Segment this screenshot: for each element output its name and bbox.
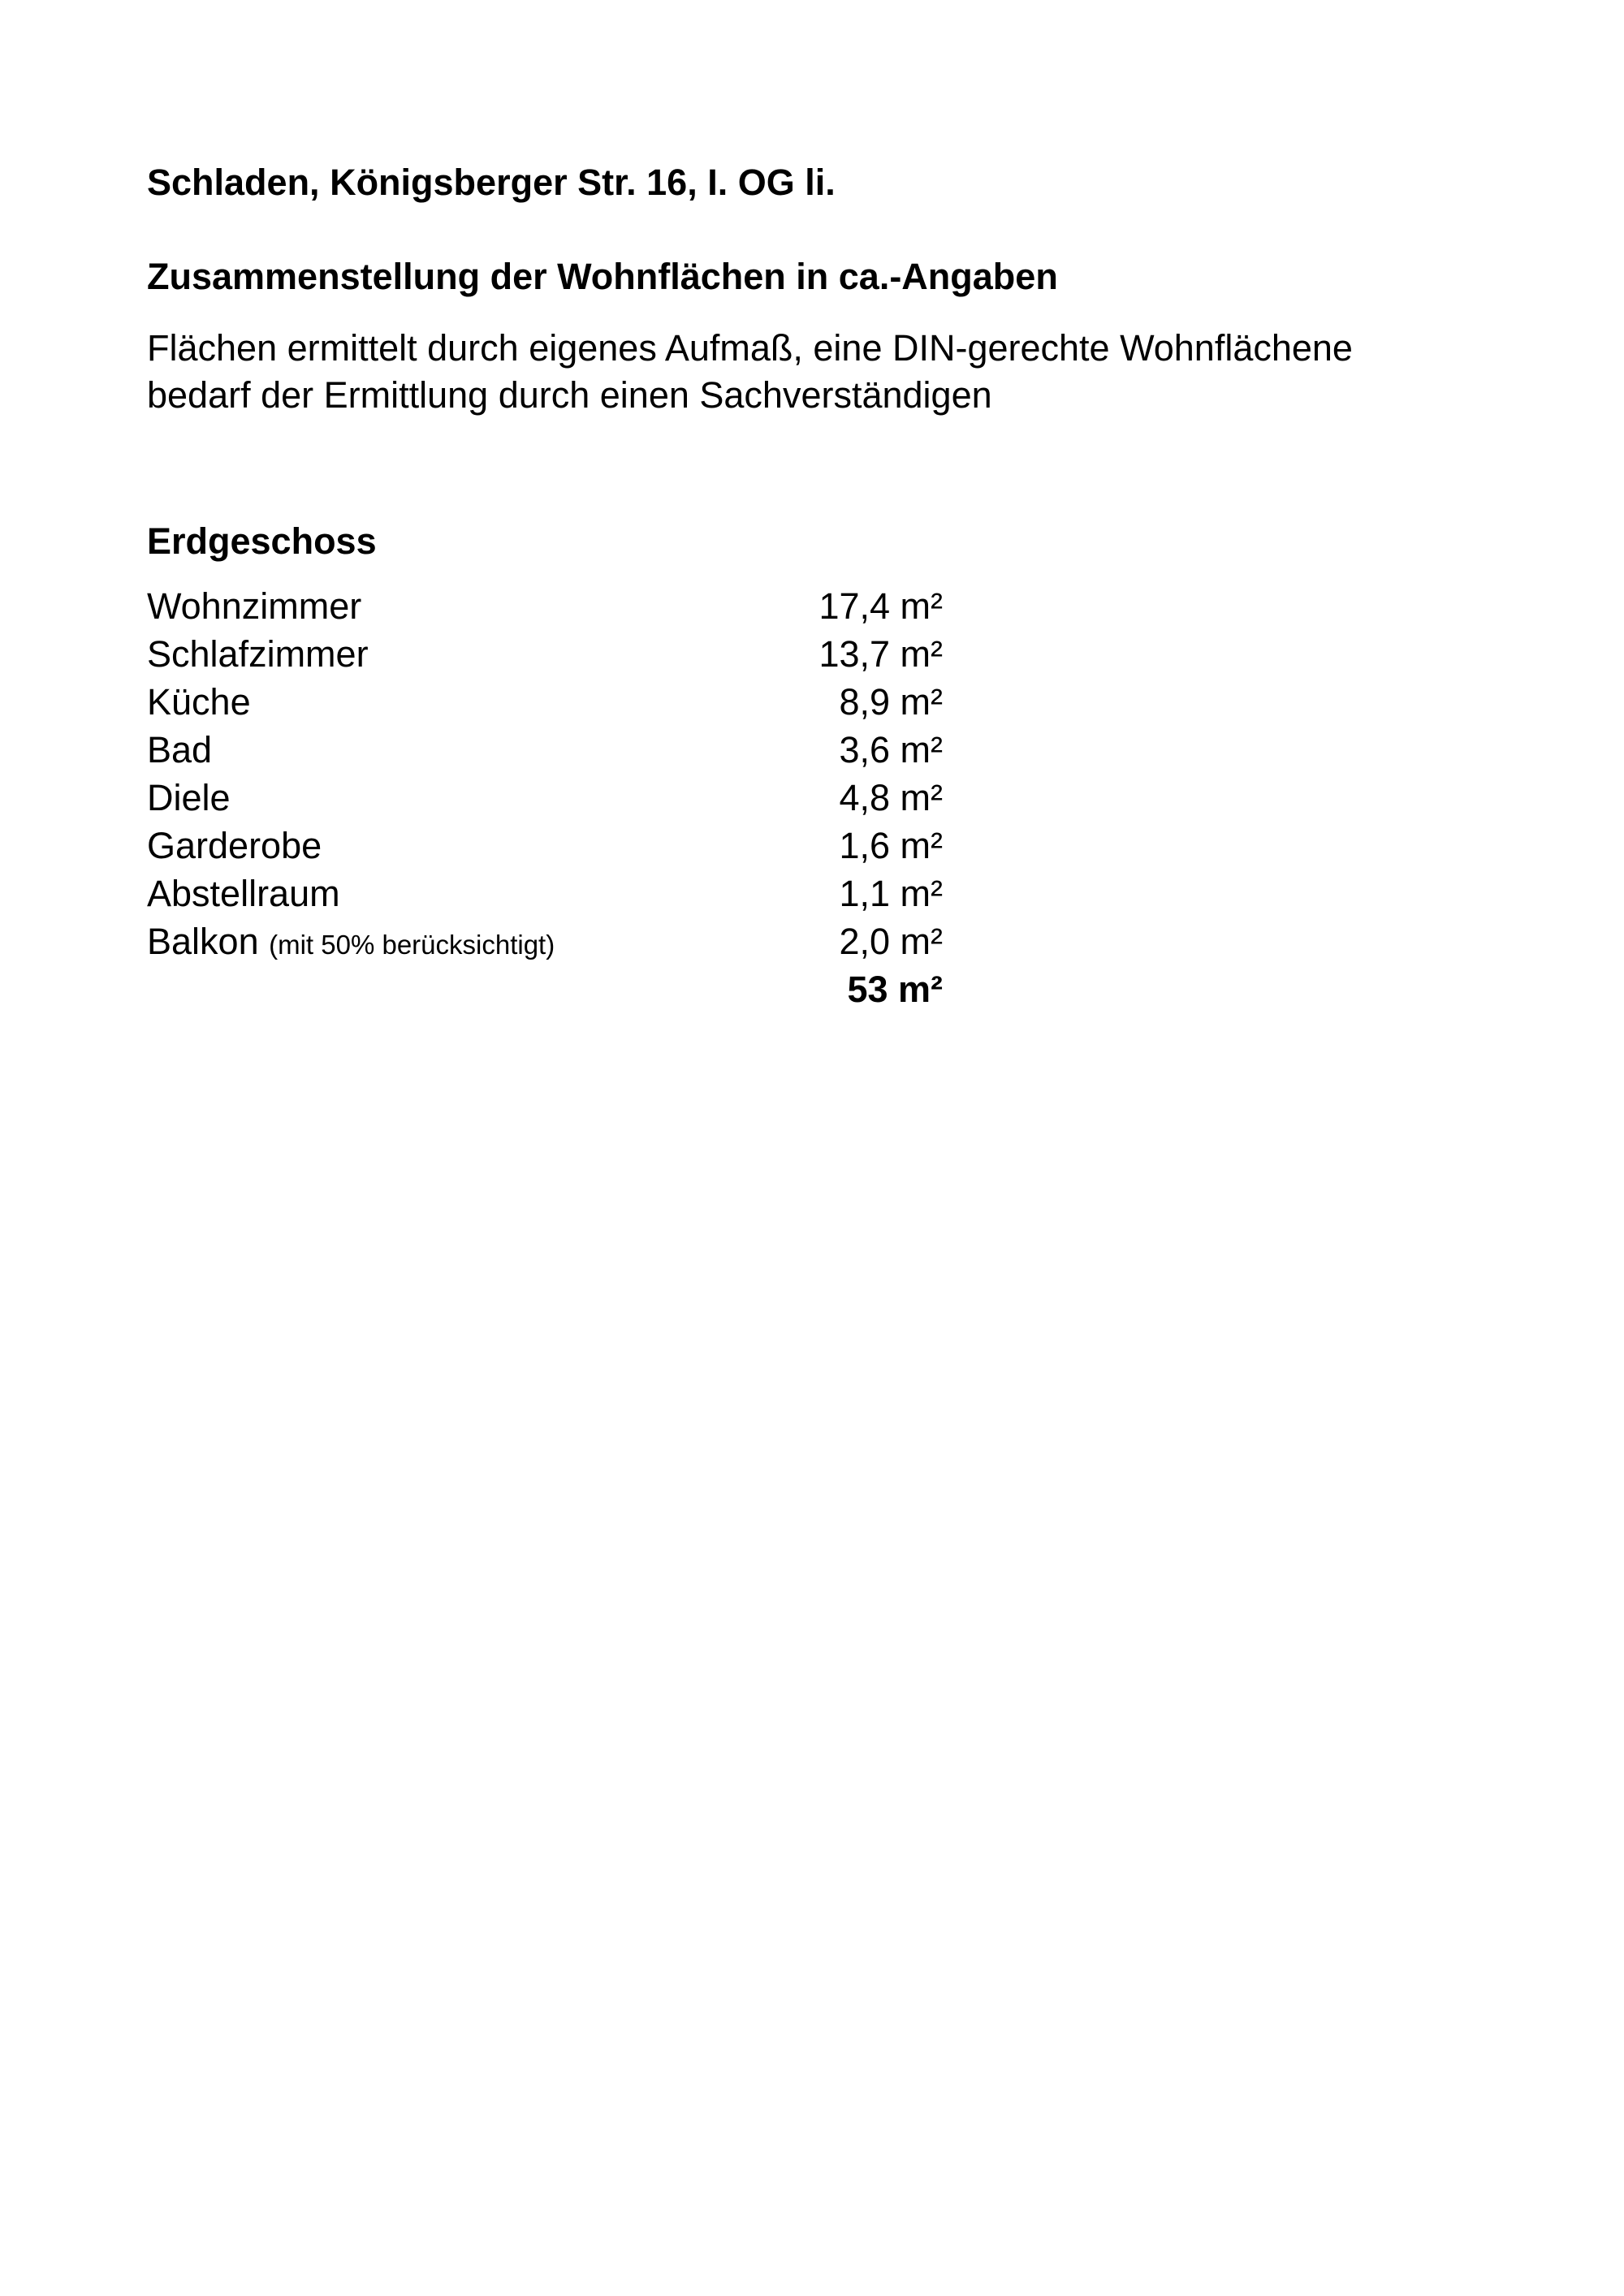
room-name xyxy=(147,727,212,774)
room-row-bad xyxy=(147,727,943,775)
room-label: Wohnzimmer xyxy=(147,585,362,627)
room-name xyxy=(147,775,231,822)
room-area: 3,6 m² xyxy=(839,729,943,770)
note-line-1: Flächen ermittelt durch eigenes Aufmaß, eine DIN-gerechte Wohnflächene xyxy=(147,327,1353,369)
room-label: Abstellraum xyxy=(147,873,340,914)
total-area: 53 m² xyxy=(847,969,943,1010)
room-name xyxy=(147,631,369,678)
room-area: 1,1 m² xyxy=(839,873,943,914)
room-row-diele xyxy=(147,775,943,822)
room-name xyxy=(147,918,555,969)
room-area: 4,8 m² xyxy=(839,777,943,818)
room-area: 17,4 m² xyxy=(818,585,943,627)
room-name xyxy=(147,822,322,870)
room-row-kueche xyxy=(147,679,943,727)
room-row-garderobe xyxy=(147,822,943,870)
document-note xyxy=(147,325,1418,419)
room-label: Diele xyxy=(147,777,231,818)
room-label: Bad xyxy=(147,729,213,770)
section-heading: Erdgeschoss xyxy=(147,520,377,562)
room-area: 8,9 m² xyxy=(839,681,943,723)
note-line-2: bedarf der Ermittlung durch einen Sachverständigen xyxy=(147,374,992,416)
room-label: Garderobe xyxy=(147,825,322,866)
document-subtitle: Zusammenstellung der Wohnflächen in ca.-Angaben xyxy=(147,256,1058,297)
room-area: 13,7 m² xyxy=(818,633,943,675)
room-area: 2,0 m² xyxy=(839,921,943,962)
room-label: Balkon xyxy=(147,921,259,962)
room-note: (mit 50% berücksichtigt) xyxy=(269,930,555,960)
room-name xyxy=(147,870,340,917)
room-list xyxy=(147,583,943,1014)
room-row-schlafzimmer xyxy=(147,631,943,679)
document-title: Schladen, Königsberger Str. 16, I. OG li. xyxy=(147,162,836,203)
room-name xyxy=(147,679,251,726)
room-row-balkon xyxy=(147,918,943,966)
room-area: 1,6 m² xyxy=(839,825,943,866)
room-row-abstellraum xyxy=(147,870,943,918)
room-name xyxy=(147,583,361,630)
room-label: Schlafzimmer xyxy=(147,633,369,675)
total-row xyxy=(147,966,943,1014)
room-label: Küche xyxy=(147,681,251,723)
room-row-wohnzimmer xyxy=(147,583,943,631)
